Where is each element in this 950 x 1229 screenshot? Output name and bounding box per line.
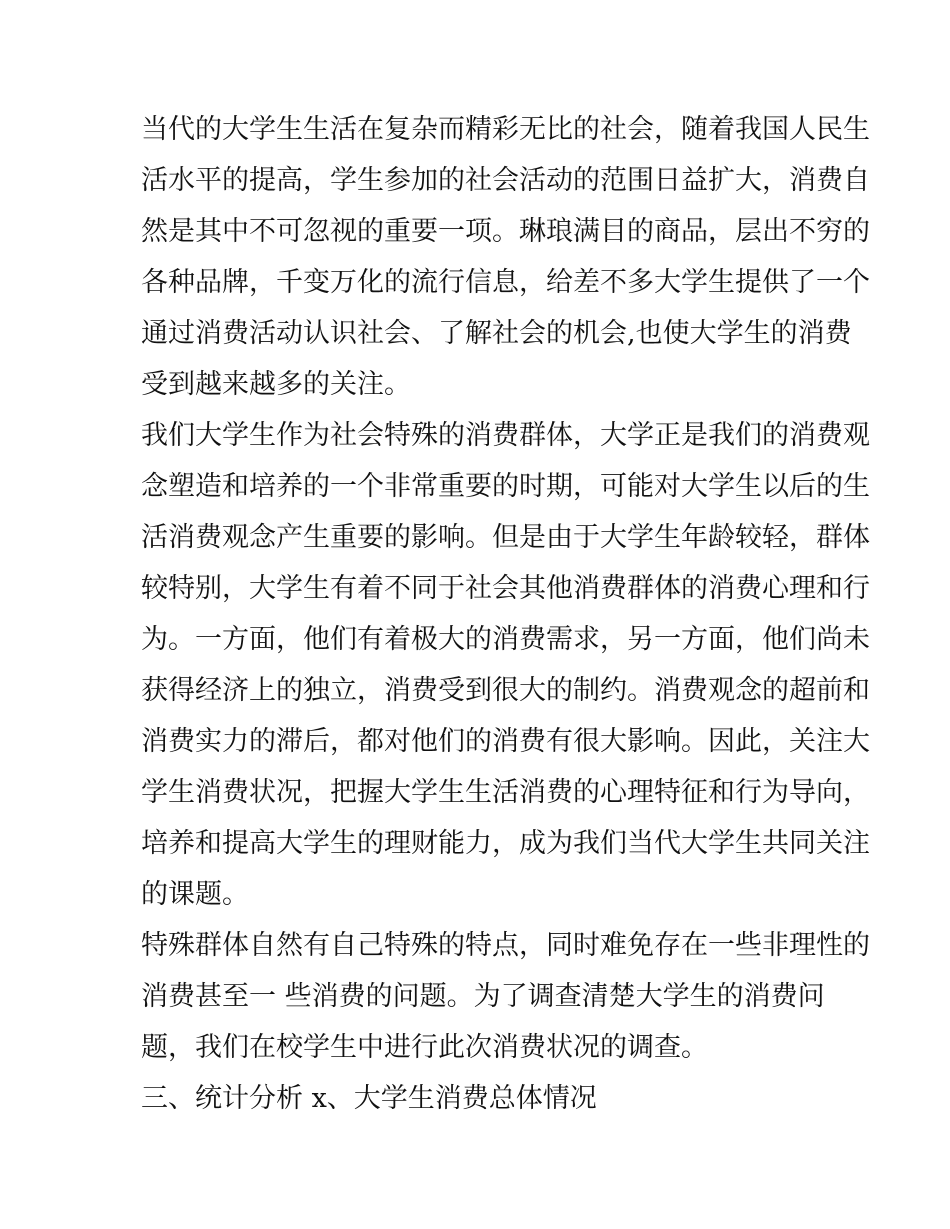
text-line: 题，我们在校学生中进行此次消费状况的调查。: [141, 1032, 708, 1063]
text-line: 念塑造和培养的一个非常重要的时期，可能对大学生以后的生: [141, 471, 870, 502]
text-line: 较特别，大学生有着不同于社会其他消费群体的消费心理和行: [141, 573, 870, 604]
text-line: 的课题。: [141, 879, 249, 910]
section-heading: 三、统计分析 x、大学生消费总体情况: [141, 1083, 597, 1114]
text-line: 各种品牌，千变万化的流行信息，给差不多大学生提供了一个: [141, 267, 870, 298]
text-line: 特殊群体自然有自己特殊的特点，同时难免存在一些非理性的: [141, 930, 870, 961]
text-line: 学生消费状况，把握大学生生活消费的心理特征和行为导向，: [141, 777, 870, 808]
text-line: 活消费观念产生重要的影响。但是由于大学生年龄较轻，群体: [141, 522, 870, 553]
text-line: 为。一方面，他们有着极大的消费需求，另一方面，他们尚未: [141, 624, 870, 655]
text-line: 消费甚至一 些消费的问题。为了调查清楚大学生的消费问: [141, 981, 825, 1012]
text-line: 我们大学生作为社会特殊的消费群体，大学正是我们的消费观: [141, 420, 870, 451]
text-line: 获得经济上的独立，消费受到很大的制约。消费观念的超前和: [141, 675, 870, 706]
text-line: 活水平的提高，学生参加的社会活动的范围日益扩大，消费自: [141, 165, 870, 196]
text-line: 培养和提高大学生的理财能力，成为我们当代大学生共同关注: [141, 828, 870, 859]
text-line: 受到越来越多的关注。: [141, 369, 411, 400]
text-line: 消费实力的滞后，都对他们的消费有很大影响。因此，关注大: [141, 726, 870, 757]
text-line: 通过消费活动认识社会、了解社会的机会,也使大学生的消费: [141, 318, 852, 349]
text-line: 然是其中不可忽视的重要一项。琳琅满目的商品，层出不穷的: [141, 216, 870, 247]
text-line: 当代的大学生生活在复杂而精彩无比的社会，随着我国人民生: [141, 114, 870, 145]
